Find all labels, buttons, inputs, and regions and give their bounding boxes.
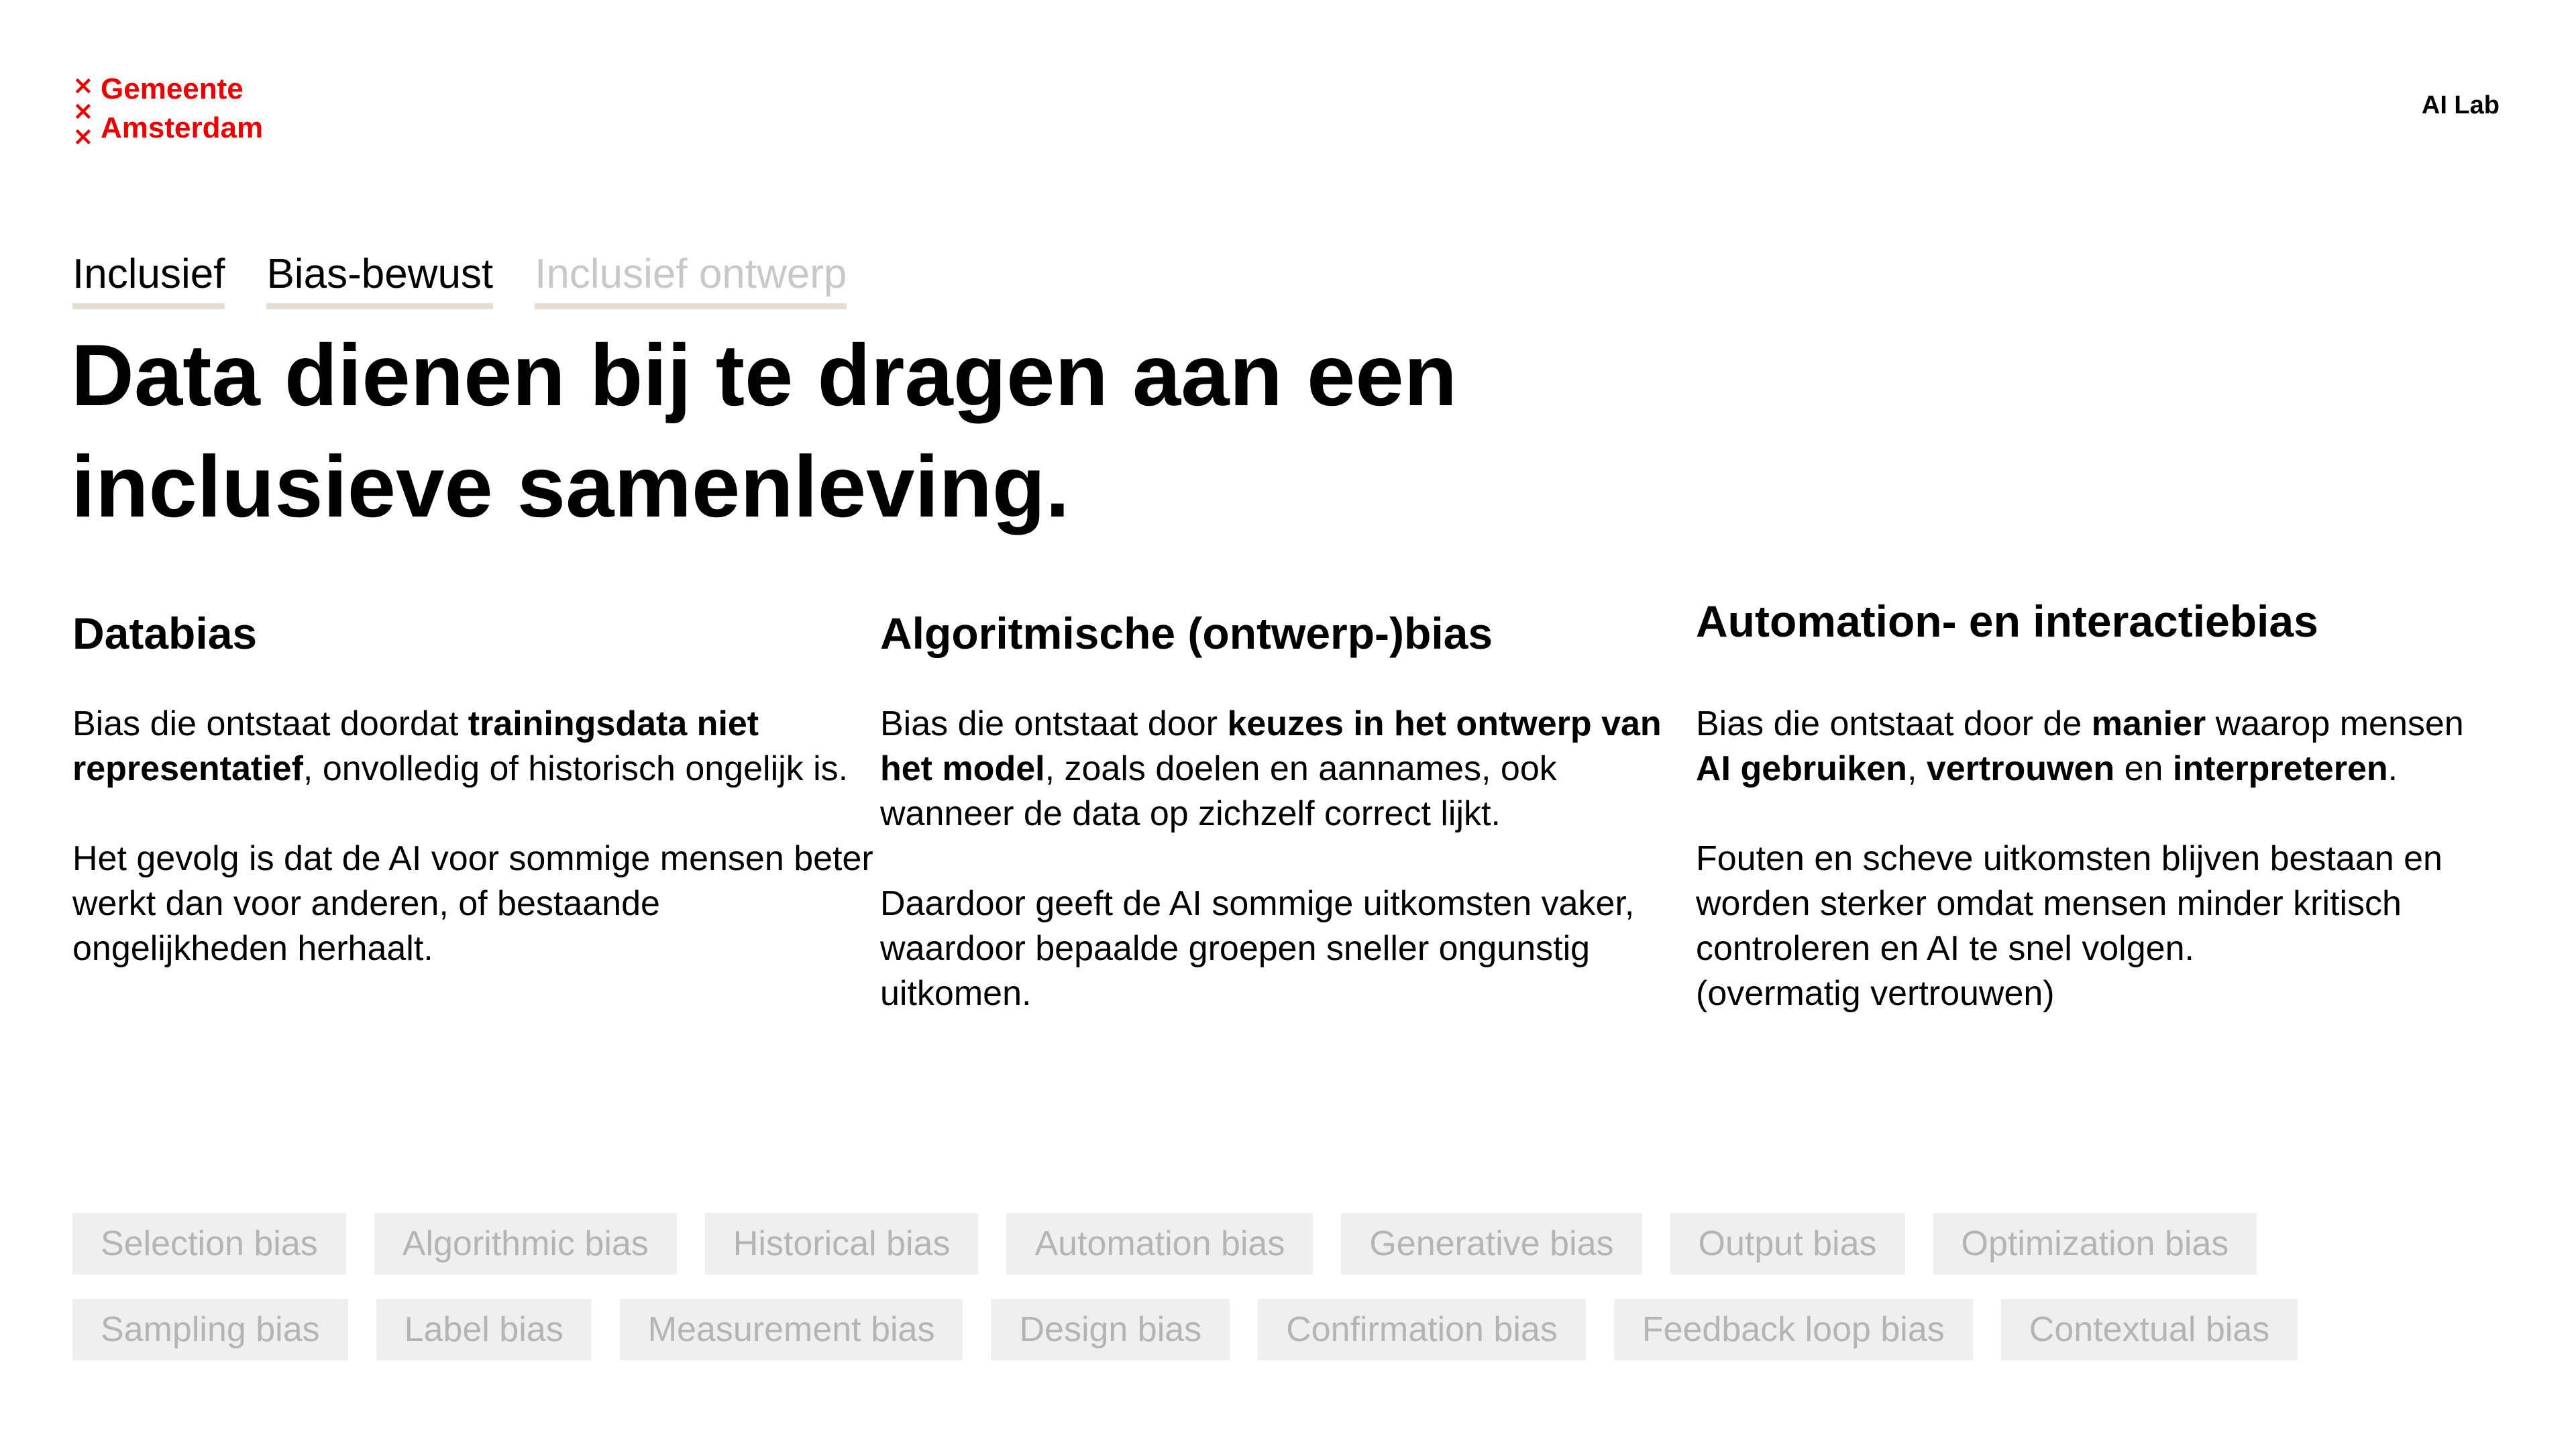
text-span: Bias die ontstaat door <box>880 704 1228 743</box>
column-databias <box>72 606 877 971</box>
chip-selection-bias[interactable]: Selection bias <box>72 1213 346 1275</box>
column-heading: Algoritmische (ontwerp-)bias <box>880 608 1493 658</box>
column-paragraph: Fouten en scheve uitkomsten blijven bestaan en worden sterker omdat mensen minder kritisch controleren en AI te snel volgen. <box>1696 839 2443 968</box>
page-title <box>71 319 1614 542</box>
logo-wordmark <box>101 70 263 148</box>
bold-text: interpreteren <box>2172 749 2388 788</box>
bias-chips-row-1 <box>72 1213 2257 1275</box>
text-span: , zoals doelen en aannames, ook wanneer de data op zichzelf correct lijkt. <box>880 749 1557 833</box>
chip-historical-bias[interactable]: Historical bias <box>705 1213 979 1275</box>
column-algoritmische-bias <box>880 606 1685 1016</box>
chip-optimization-bias[interactable]: Optimization bias <box>1933 1213 2257 1275</box>
bold-text: keuzes in het ontwerp van het model <box>880 704 1662 788</box>
logo-line-amsterdam: Amsterdam <box>101 111 264 144</box>
column-paragraph <box>1696 702 2501 792</box>
chip-algorithmic-bias[interactable]: Algorithmic bias <box>374 1213 677 1275</box>
logo-line-gemeente: Gemeente <box>101 72 244 105</box>
chip-output-bias[interactable]: Output bias <box>1670 1213 1905 1275</box>
page-title-line-2: inclusieve samenleving. <box>71 437 1070 535</box>
column-heading: Automation- en interactiebias <box>1696 596 2318 646</box>
topic-tabs <box>72 248 847 309</box>
bold-text: vertrouwen <box>1926 749 2115 788</box>
gemeente-amsterdam-logo[interactable] <box>72 70 263 149</box>
text-span: en <box>2114 749 2173 788</box>
text-span: , <box>1907 749 1927 788</box>
column-paragraph <box>880 702 1685 837</box>
cross-icon: × <box>72 96 94 125</box>
bias-chips-row-2 <box>72 1299 2298 1360</box>
column-paragraph: Het gevolg is dat de AI voor sommige mensen beter werkt dan voor anderen, of bestaande ongelijkheden herhaalt. <box>72 839 873 968</box>
ai-lab-label: AI Lab <box>2421 91 2500 119</box>
chip-confirmation-bias[interactable]: Confirmation bias <box>1258 1299 1586 1360</box>
chip-feedback-loop-bias[interactable]: Feedback loop bias <box>1614 1299 1973 1360</box>
chip-automation-bias[interactable]: Automation bias <box>1006 1213 1313 1275</box>
chip-measurement-bias[interactable]: Measurement bias <box>620 1299 963 1360</box>
chip-sampling-bias[interactable]: Sampling bias <box>72 1299 348 1360</box>
chip-generative-bias[interactable]: Generative bias <box>1341 1213 1642 1275</box>
column-automation-interactiebias <box>1696 594 2501 1016</box>
column-paragraph <box>72 702 877 792</box>
bold-text: manier <box>2091 704 2206 743</box>
tab-inclusief-ontwerp[interactable]: Inclusief ontwerp <box>535 248 847 309</box>
page-title-line-1: Data dienen bij te dragen aan een <box>71 326 1458 424</box>
tab-inclusief[interactable]: Inclusief <box>72 248 225 309</box>
bold-text: trainingsdata niet representatief <box>72 704 759 788</box>
column-heading: Databias <box>72 608 258 658</box>
chip-contextual-bias[interactable]: Contextual bias <box>2001 1299 2298 1360</box>
bold-text: AI gebruiken <box>1696 749 1907 788</box>
text-span: , onvolledig of historisch ongelijk is. <box>303 749 849 788</box>
column-paragraph: Daardoor geeft de AI sommige uitkomsten vaker, waardoor bepaalde groepen sneller ongunstig uitkomen. <box>880 884 1635 1013</box>
text-span: Bias die ontstaat doordat <box>72 704 468 743</box>
text-span: Bias die ontstaat door de <box>1696 704 2092 743</box>
andreas-crosses-icon <box>72 72 95 149</box>
tab-bias-bewust[interactable]: Bias-bewust <box>266 248 493 309</box>
cross-icon: × <box>72 70 94 100</box>
chip-design-bias[interactable]: Design bias <box>991 1299 1230 1360</box>
cross-icon: × <box>72 121 94 151</box>
column-paragraph-note: (overmatig vertrouwen) <box>1696 974 2055 1013</box>
chip-label-bias[interactable]: Label bias <box>376 1299 592 1360</box>
text-span: . <box>2387 749 2398 788</box>
text-span: waarop mensen <box>2206 704 2464 743</box>
